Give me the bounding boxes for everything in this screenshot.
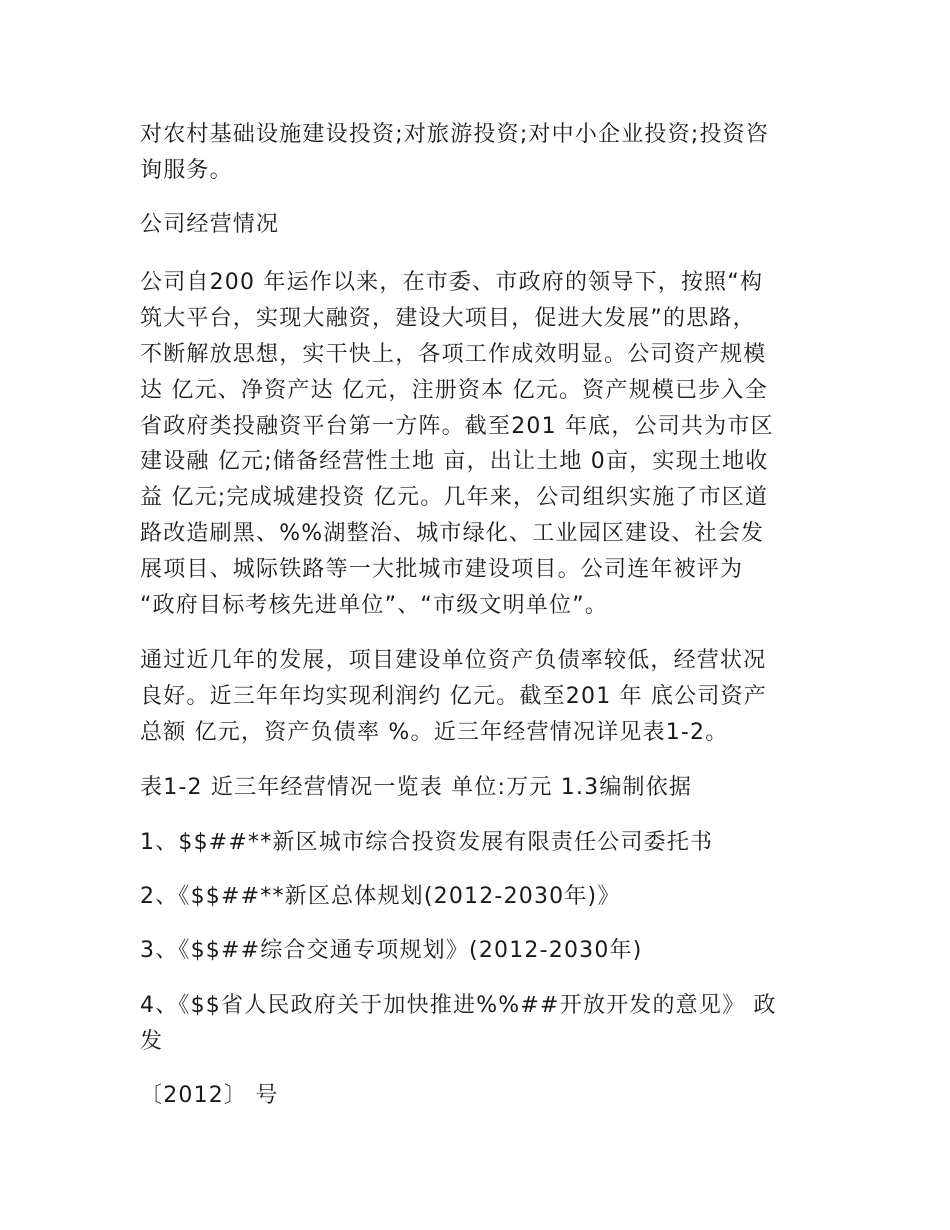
table-caption: 表1-2 近三年经营情况一览表 单位:万元 1.3编制依据 — [140, 775, 693, 800]
text-line: “政府目标考核先进单位”、“市级文明单位”。 — [140, 593, 608, 618]
text-line: 筑大平台，实现大融资，建设大项目，促进大发展”的思路， — [140, 306, 756, 331]
reference-item: 发 — [140, 1029, 164, 1054]
text-line: 展项目、城际铁路等一大批城市建设项目。公司连年被评为 — [140, 557, 744, 582]
text-line: 建设融 亿元;储备经营性土地 亩，出让土地 0亩，实现土地收 — [140, 449, 769, 474]
text-line: 总额 亿元，资产负债率 %。近三年经营情况详见表1-2。 — [140, 720, 729, 745]
text-line: 通过近几年的发展，项目建设单位资产负债率较低，经营状况 — [140, 648, 767, 673]
text-line: 路改造刷黑、%%湖整治、城市绿化、工业园区建设、社会发 — [140, 521, 765, 546]
text-line: 达 亿元、净资产达 亿元，注册资本 亿元。资产规模已步入全 — [140, 378, 768, 403]
text-line: 对农村基础设施建设投资;对旅游投资;对中小企业投资;投资咨 — [140, 122, 770, 147]
text-line: 公司自200 年运作以来，在市委、市政府的领导下，按照“构 — [140, 270, 764, 295]
text-line: 询服务。 — [140, 158, 233, 183]
section-heading: 公司经营情况 — [140, 212, 280, 237]
text-line: 省政府类投融资平台第一方阵。截至201 年底，公司共为市区 — [140, 414, 774, 439]
text-line: 良好。近三年年均实现利润约 亿元。截至201 年 底公司资产 — [140, 684, 767, 709]
reference-item: 〔2012〕 号 — [140, 1083, 279, 1108]
text-line: 益 亿元;完成城建投资 亿元。几年来，公司组织实施了市区道 — [140, 485, 769, 510]
text-line: 不断解放思想，实干快上，各项工作成效明显。公司资产规模 — [140, 342, 767, 367]
reference-item: 3、《$$##综合交通专项规划》(2012-2030年) — [140, 938, 643, 963]
reference-item: 2、《$$##**新区总体规划(2012-2030年)》 — [140, 884, 621, 909]
reference-item: 4、《$$省人民政府关于加快推进%%##开放开发的意见》 政 — [140, 993, 777, 1018]
reference-item: 1、$$##**新区城市综合投资发展有限责任公司委托书 — [140, 830, 714, 855]
